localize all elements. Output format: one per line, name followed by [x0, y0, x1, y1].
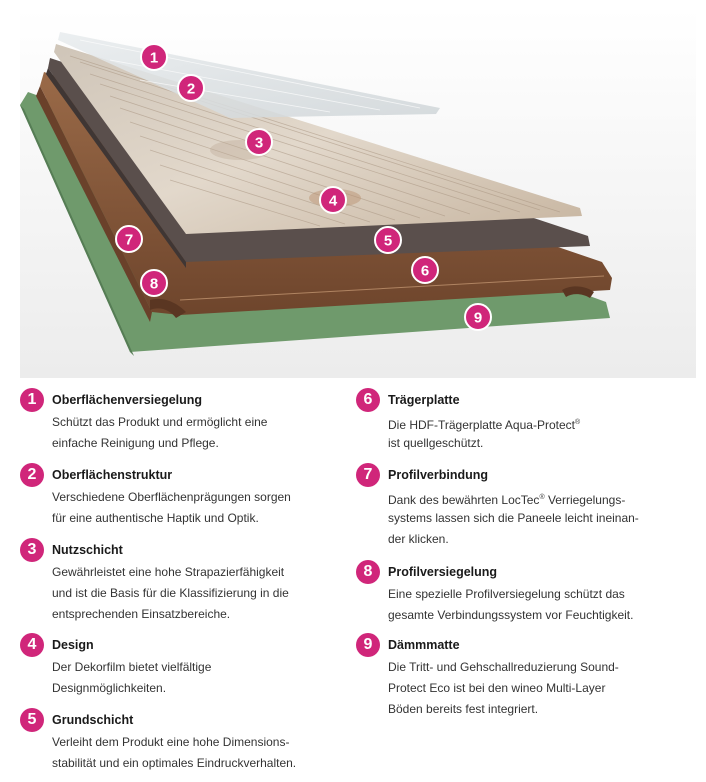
- legend-title: Grundschicht: [52, 713, 134, 727]
- legend-description-line: Eine spezielle Profilversiegelung schützt das: [388, 587, 625, 601]
- legend-description-line: und ist die Basis für die Klassifizierung in die: [52, 586, 289, 600]
- legend-description-line: Designmöglichkeiten.: [52, 681, 167, 695]
- legend-number-badge: 4: [20, 633, 44, 657]
- legend-description-line: gesamte Verbindungssystem vor Feuchtigkeit.: [388, 608, 634, 622]
- marker-number: 8: [149, 275, 159, 293]
- marker-5: [375, 227, 401, 253]
- legend-title: Oberflächenversiegelung: [52, 393, 203, 407]
- legend-description-line: der klicken.: [388, 532, 449, 546]
- marker-number: 9: [473, 309, 483, 327]
- legend-number-badge: 8: [356, 560, 380, 584]
- legend-number-badge: 7: [356, 463, 380, 487]
- legend-title: Nutzschicht: [52, 543, 123, 557]
- marker-number: 6: [420, 262, 430, 280]
- marker-number: 5: [383, 232, 393, 250]
- marker-3: [246, 129, 272, 155]
- legend-description-line: ist quellgeschützt.: [388, 436, 484, 450]
- marker-2: [178, 75, 204, 101]
- marker-number: 4: [328, 192, 338, 210]
- marker-number: 7: [124, 231, 134, 249]
- legend-title: Design: [52, 638, 94, 652]
- legend-description-line: systems lassen sich die Paneele leicht ineinan-: [388, 511, 639, 525]
- legend-description: [388, 584, 633, 626]
- legend-description-line: für eine authentische Haptik und Optik.: [52, 511, 259, 525]
- legend-title: Profilverbindung: [388, 468, 488, 482]
- marker-6: [412, 257, 438, 283]
- legend-description-line: Schützt das Produkt und ermöglicht eine: [52, 415, 268, 429]
- legend-description-line: Verleiht dem Produkt eine hohe Dimensions-: [52, 735, 290, 749]
- legend-description-line: Dank des bewährten LocTec® Verriegelungs-: [388, 493, 626, 507]
- legend-number-badge: 5: [20, 708, 44, 732]
- legend-description: [388, 487, 639, 550]
- layer-diagram: [0, 0, 706, 380]
- legend-description-line: Gewährleistet eine hohe Strapazierfähigkeit: [52, 565, 285, 579]
- legend-number-badge: 9: [356, 633, 380, 657]
- legend-description: [388, 657, 619, 720]
- marker-7: [116, 226, 142, 252]
- legend-description: [52, 412, 267, 454]
- legend-title: Profilversiegelung: [388, 565, 498, 579]
- legend-title: Trägerplatte: [388, 393, 460, 407]
- legend-description: [388, 412, 580, 454]
- legend-title: Oberflächenstruktur: [52, 468, 173, 482]
- legend-number-badge: 1: [20, 388, 44, 412]
- legend-description-line: Der Dekorfilm bietet vielfältige: [52, 660, 212, 674]
- marker-number: 1: [149, 49, 159, 67]
- legend-number-badge: 3: [20, 538, 44, 562]
- legend-description: [52, 657, 211, 699]
- legend-description-line: Verschiedene Oberflächenprägungen sorgen: [52, 490, 291, 504]
- legend-description: [52, 732, 296, 774]
- marker-number: 2: [186, 80, 196, 98]
- legend-description: [52, 487, 291, 529]
- legend-title: Dämmmatte: [388, 638, 460, 652]
- legend-description-line: einfache Reinigung und Pflege.: [52, 436, 219, 450]
- legend-description-line: stabilität und ein optimales Eindruckverhalten.: [52, 756, 297, 770]
- legend-description-line: Böden bereits fest integriert.: [388, 702, 539, 716]
- marker-1: [141, 44, 167, 70]
- legend-description: [52, 562, 289, 625]
- marker-8: [141, 270, 167, 296]
- legend-description-line: Die HDF-Trägerplatte Aqua-Protect®: [388, 418, 581, 432]
- marker-9: [465, 304, 491, 330]
- legend-number-badge: 6: [356, 388, 380, 412]
- legend-description-line: Protect Eco ist bei den wineo Multi-Layer: [388, 681, 606, 695]
- marker-number: 3: [254, 134, 264, 152]
- legend-description-line: entsprechenden Einsatzbereiche.: [52, 607, 231, 621]
- marker-4: [320, 187, 346, 213]
- legend-description-line: Die Tritt- und Gehschallreduzierung Sound-: [388, 660, 619, 674]
- legend-number-badge: 2: [20, 463, 44, 487]
